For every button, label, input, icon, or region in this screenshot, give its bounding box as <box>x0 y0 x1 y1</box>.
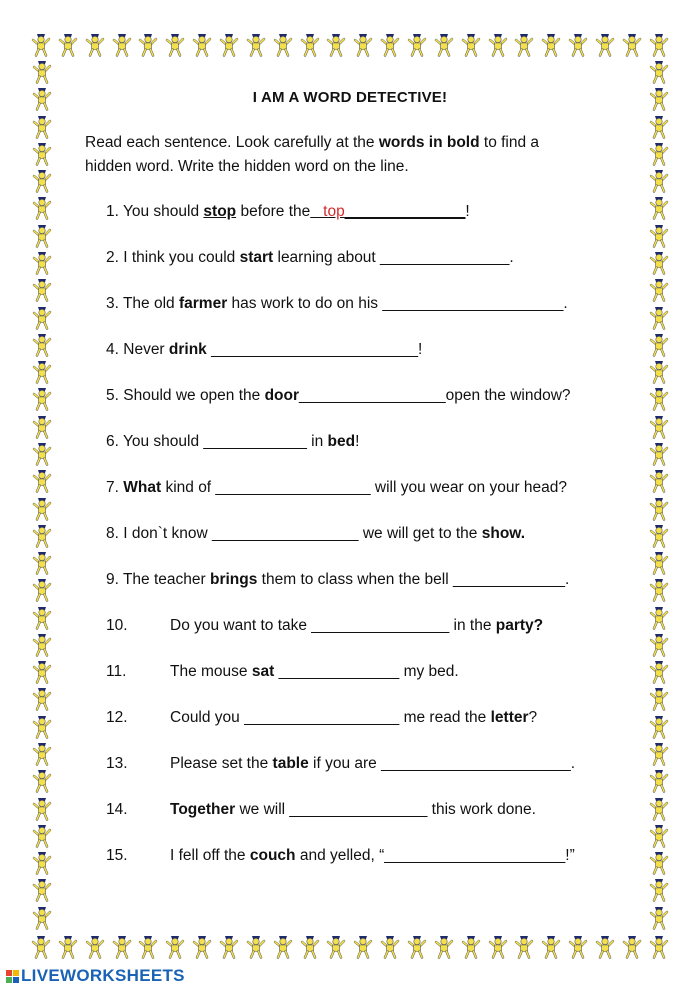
figure-icon <box>31 413 53 439</box>
figure-icon <box>31 167 53 193</box>
figure-icon <box>31 876 53 902</box>
figure-icon <box>31 685 53 711</box>
figure-icon <box>31 631 53 657</box>
figure-icon <box>648 933 670 959</box>
figure-icon <box>487 31 509 57</box>
instructions-text: Read each sentence. Look carefully at the <box>85 134 379 151</box>
question-8 <box>106 524 525 544</box>
border-right <box>648 58 670 930</box>
bold-word: show. <box>481 525 526 542</box>
figure-icon <box>31 58 53 84</box>
figure-icon <box>31 385 53 411</box>
figure-icon <box>325 933 347 959</box>
question-1 <box>106 202 470 222</box>
figure-icon <box>111 31 133 57</box>
question-text: learning about _______________. <box>273 249 514 266</box>
figure-icon <box>31 495 53 521</box>
figure-icon <box>31 604 53 630</box>
question-2 <box>106 248 514 268</box>
question-text: Should we open the <box>123 387 265 404</box>
figure-icon <box>31 194 53 220</box>
figure-icon <box>648 440 670 466</box>
figure-icon <box>540 933 562 959</box>
question-number: 5. <box>106 387 119 404</box>
figure-icon <box>245 933 267 959</box>
figure-icon <box>648 304 670 330</box>
figure-icon <box>567 31 589 57</box>
figure-icon <box>648 249 670 275</box>
question-number: 6. <box>106 433 119 450</box>
figure-icon <box>137 31 159 57</box>
figure-icon <box>648 140 670 166</box>
figure-icon <box>648 576 670 602</box>
figure-icon <box>460 31 482 57</box>
figure-icon <box>540 31 562 57</box>
figure-icon <box>272 933 294 959</box>
figure-icon <box>648 522 670 548</box>
figure-icon <box>218 31 240 57</box>
bold-word: start <box>239 249 274 266</box>
question-text: ______________ my bed. <box>274 663 459 680</box>
figure-icon <box>648 849 670 875</box>
question-text: You should <box>122 203 204 220</box>
figure-icon <box>31 904 53 930</box>
figure-icon <box>31 304 53 330</box>
figure-icon <box>30 933 52 959</box>
figure-icon <box>460 933 482 959</box>
question-text: I don`t know _________________ we will get to the <box>123 525 482 542</box>
figure-icon <box>31 222 53 248</box>
answer-blank[interactable] <box>310 203 465 220</box>
figure-icon <box>621 31 643 57</box>
brand-name: LIVEWORKSHEETS <box>21 966 185 985</box>
figure-icon <box>31 358 53 384</box>
border-bottom <box>30 933 670 959</box>
figure-icon <box>648 222 670 248</box>
question-text: I fell off the <box>170 847 250 864</box>
bold-word: door <box>264 387 300 404</box>
question-number: 13. <box>106 755 128 772</box>
instructions-text: to find a <box>479 134 540 151</box>
question-number: 8. <box>106 525 119 542</box>
question-number: 3. <box>106 295 119 312</box>
bold-word: party? <box>495 617 544 634</box>
figure-icon <box>648 194 670 220</box>
question-text: The teacher <box>122 571 210 588</box>
figure-icon <box>648 767 670 793</box>
figure-icon <box>567 933 589 959</box>
figure-icon <box>648 658 670 684</box>
question-text: The old <box>122 295 179 312</box>
figure-icon <box>31 658 53 684</box>
question-text: if you are ______________________. <box>308 755 576 772</box>
figure-icon <box>272 31 294 57</box>
figure-icon <box>648 331 670 357</box>
figure-icon <box>299 31 321 57</box>
figure-icon <box>594 933 616 959</box>
figure-icon <box>31 467 53 493</box>
figure-icon <box>621 933 643 959</box>
figure-icon <box>191 31 213 57</box>
worksheet-title: I AM A WORD DETECTIVE! <box>252 89 448 106</box>
question-text: has work to do on his _____________________. <box>227 295 568 312</box>
figure-icon <box>31 140 53 166</box>
question-text: Could you __________________ me read the <box>170 709 491 726</box>
figure-icon <box>379 31 401 57</box>
liveworksheets-logo[interactable] <box>6 966 185 986</box>
figure-icon <box>648 631 670 657</box>
question-3 <box>106 294 568 314</box>
figure-icon <box>379 933 401 959</box>
question-text: them to class when the bell _____________. <box>257 571 570 588</box>
figure-icon <box>31 276 53 302</box>
question-5 <box>106 386 571 406</box>
figure-icon <box>648 113 670 139</box>
bold-word: drink <box>168 341 207 358</box>
figure-icon <box>648 685 670 711</box>
figure-icon <box>648 31 670 57</box>
question-number: 10. <box>106 617 128 634</box>
figure-icon <box>648 549 670 575</box>
figure-icon <box>111 933 133 959</box>
figure-icon <box>406 31 428 57</box>
question-number: 14. <box>106 801 128 818</box>
bold-word: farmer <box>178 295 228 312</box>
figure-icon <box>513 31 535 57</box>
bold-word: sat <box>251 663 275 680</box>
figure-icon <box>31 440 53 466</box>
figure-icon <box>31 331 53 357</box>
figure-icon <box>648 904 670 930</box>
blank-line: ______________ <box>344 203 466 220</box>
question-text: we will ________________ this work done. <box>235 801 536 818</box>
question-text: _________________open the window? <box>299 387 571 404</box>
question-number: 15. <box>106 847 128 864</box>
question-number: 11. <box>106 663 127 680</box>
instructions-line2: hidden word. Write the hidden word on the line. <box>85 158 409 175</box>
figure-icon <box>406 933 428 959</box>
figure-icon <box>164 31 186 57</box>
border-left <box>31 58 53 930</box>
question-text: I think you could <box>123 249 240 266</box>
figure-icon <box>31 795 53 821</box>
figure-icon <box>648 822 670 848</box>
question-9 <box>106 570 569 590</box>
figure-icon <box>245 31 267 57</box>
figure-icon <box>218 933 240 959</box>
figure-icon <box>648 276 670 302</box>
question-number: 2. <box>106 249 119 266</box>
figure-icon <box>433 31 455 57</box>
figure-icon <box>30 31 52 57</box>
bold-word: stop <box>203 203 237 220</box>
question-number: 7. <box>106 479 119 496</box>
bold-word: brings <box>210 571 258 588</box>
figure-icon <box>513 933 535 959</box>
figure-icon <box>84 31 106 57</box>
answer-text: top <box>323 203 345 220</box>
figure-icon <box>31 249 53 275</box>
question-text: and yelled, “_____________________!” <box>295 847 575 864</box>
figure-icon <box>648 58 670 84</box>
figure-icon <box>299 933 321 959</box>
figure-icon <box>31 767 53 793</box>
question-text: kind of __________________ will you wear on your head? <box>161 479 568 496</box>
question-number: 4. <box>106 341 119 358</box>
figure-icon <box>57 933 79 959</box>
bold-word: letter <box>490 709 529 726</box>
figure-icon <box>31 740 53 766</box>
liveworksheets-logo-icon <box>6 970 19 983</box>
figure-icon <box>325 31 347 57</box>
figure-icon <box>31 576 53 602</box>
figure-icon <box>191 933 213 959</box>
question-text: The mouse <box>170 663 252 680</box>
question-text: ! <box>465 203 470 220</box>
figure-icon <box>487 933 509 959</box>
figure-icon <box>648 385 670 411</box>
figure-icon <box>137 933 159 959</box>
instructions-bold: words in bold <box>378 134 480 151</box>
bold-word: bed <box>327 433 356 450</box>
figure-icon <box>648 358 670 384</box>
question-text: ? <box>528 709 538 726</box>
figure-icon <box>648 713 670 739</box>
question-number: 1. <box>106 203 119 220</box>
figure-icon <box>648 413 670 439</box>
figure-icon <box>648 740 670 766</box>
figure-icon <box>352 31 374 57</box>
figure-icon <box>31 849 53 875</box>
figure-icon <box>31 549 53 575</box>
question-text: ________________________! <box>206 341 423 358</box>
question-6 <box>106 432 359 452</box>
figure-icon <box>648 876 670 902</box>
question-7 <box>106 478 567 498</box>
figure-icon <box>164 933 186 959</box>
figure-icon <box>433 933 455 959</box>
question-number: 12. <box>106 709 128 726</box>
figure-icon <box>648 795 670 821</box>
figure-icon <box>648 167 670 193</box>
figure-icon <box>31 522 53 548</box>
figure-icon <box>648 495 670 521</box>
question-text: Do you want to take ________________ in the <box>170 617 496 634</box>
bold-word: couch <box>249 847 296 864</box>
figure-icon <box>31 713 53 739</box>
figure-icon <box>648 604 670 630</box>
figure-icon <box>31 822 53 848</box>
question-number: 9. <box>106 571 119 588</box>
figure-icon <box>84 933 106 959</box>
figure-icon <box>57 31 79 57</box>
bold-word: Together <box>170 801 236 818</box>
figure-icon <box>31 113 53 139</box>
figure-icon <box>594 31 616 57</box>
question-4 <box>106 340 422 360</box>
instructions <box>85 131 605 179</box>
question-text: You should ____________ in <box>122 433 328 450</box>
bold-word: table <box>272 755 309 772</box>
question-text: before the <box>236 203 311 220</box>
question-text: Please set the <box>170 755 273 772</box>
border-top <box>30 31 670 57</box>
question-text: ! <box>355 433 360 450</box>
figure-icon <box>352 933 374 959</box>
figure-icon <box>648 467 670 493</box>
question-text: Never <box>123 341 169 358</box>
bold-word: What <box>123 479 162 496</box>
